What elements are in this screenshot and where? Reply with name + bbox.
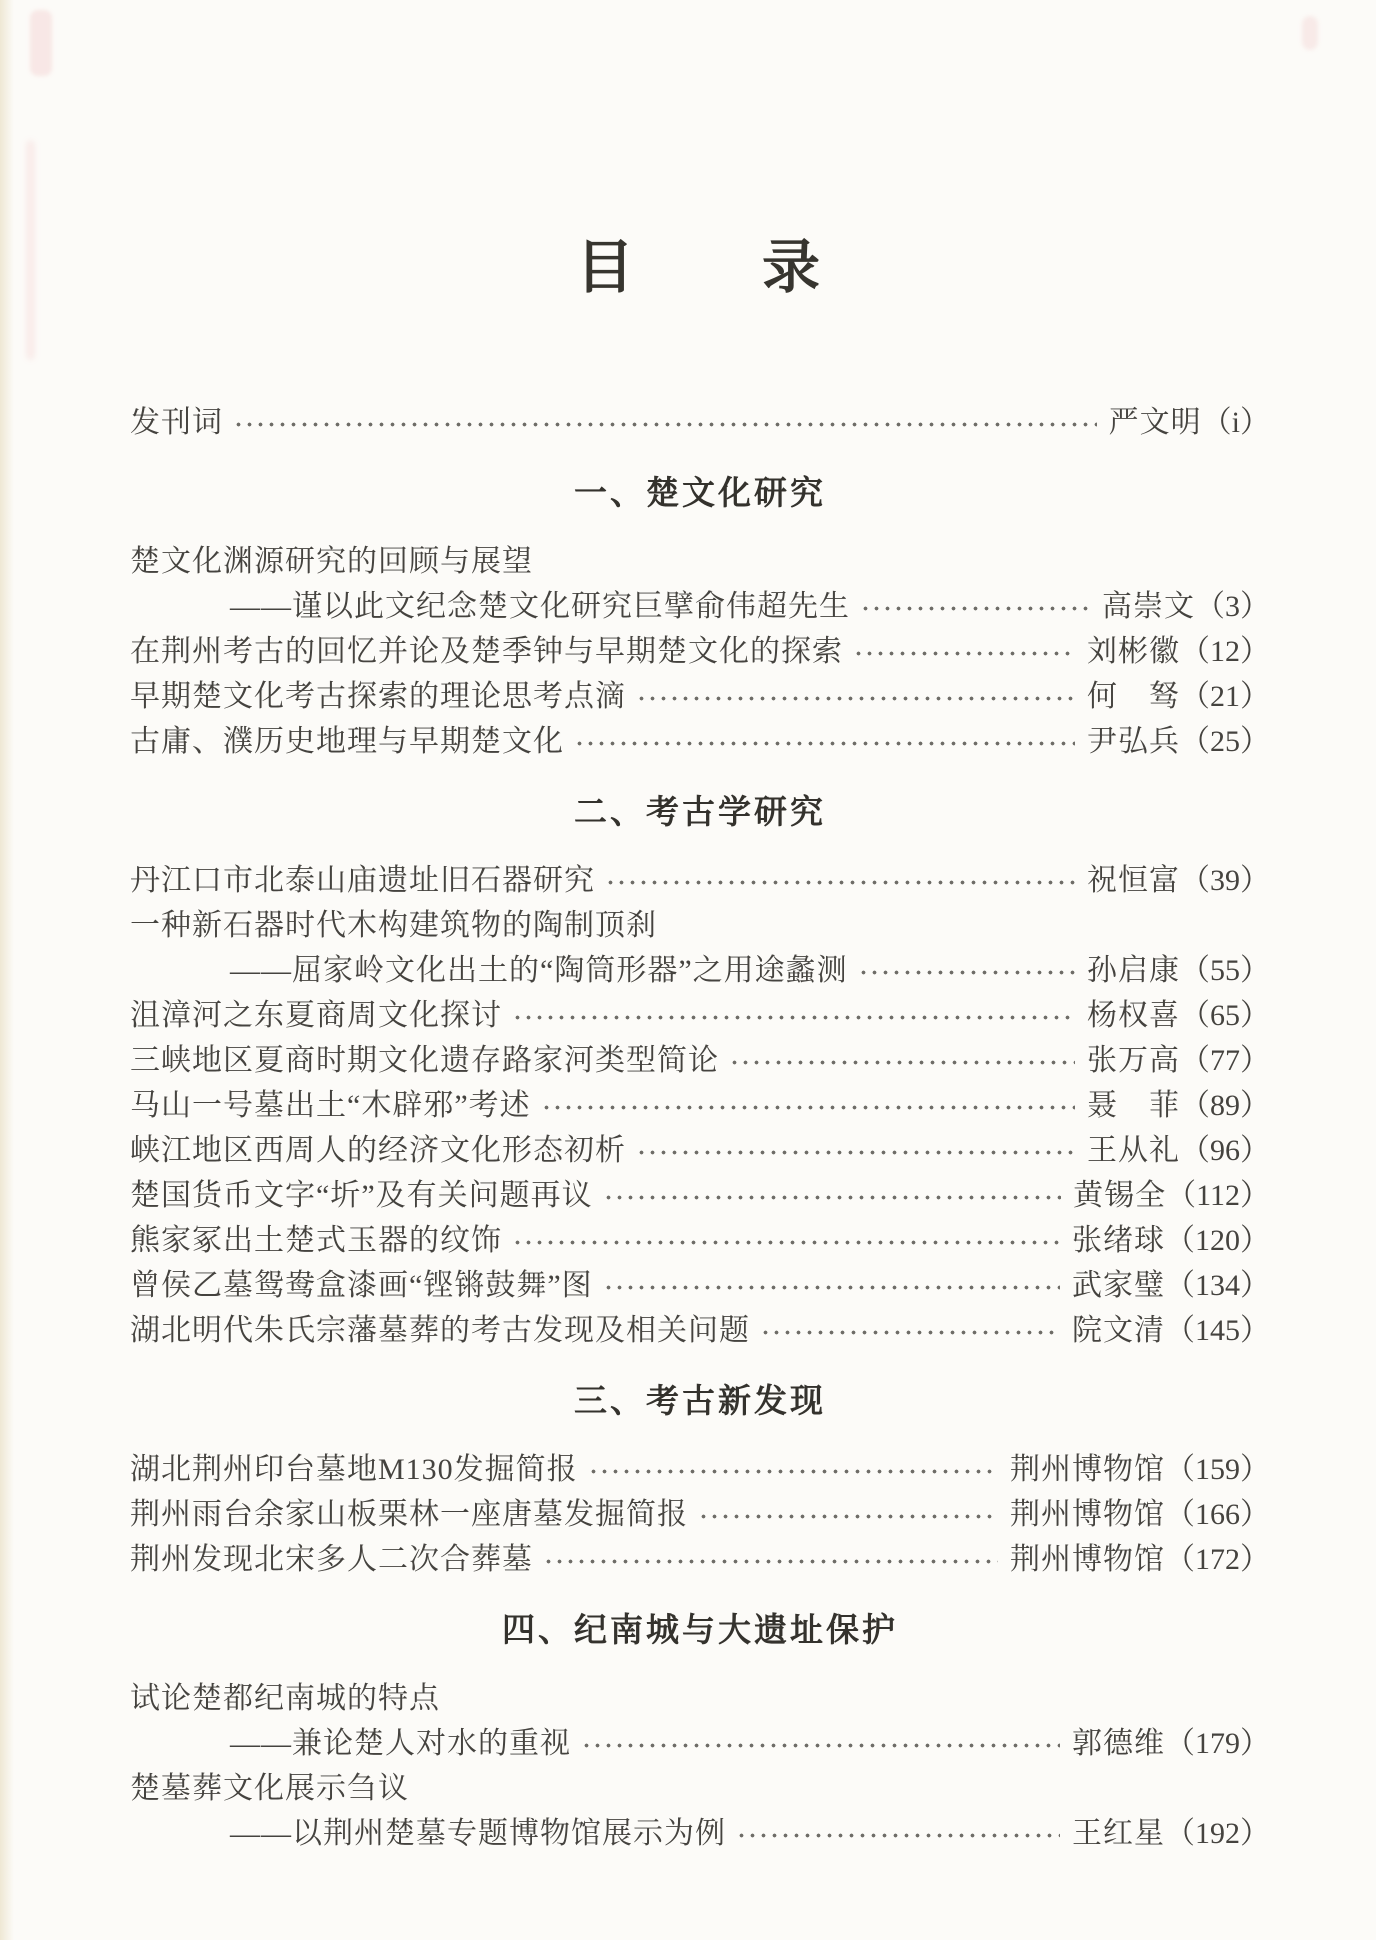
entry-title: 曾侯乙墓鸳鸯盒漆画“铿锵鼓舞”图 [130,1269,593,1302]
dot-leader [579,1721,1060,1766]
toc-entry-line [130,1128,1270,1173]
entry-title: 在荆州考古的回忆并论及楚季钟与早期楚文化的探索 [130,635,843,668]
entry-title: ——以荆州楚墓专题博物馆展示为例 [230,1817,726,1850]
toc-entry-line [130,1447,1270,1492]
dot-leader [634,1128,1075,1173]
entry-title: 早期楚文化考古探索的理论思考点滴 [130,680,626,713]
toc-entry [130,719,1270,764]
entry-title: 荆州雨台余家山板栗林一座唐墓发掘简报 [130,1498,688,1531]
toc-entry-line [130,539,1270,584]
toc-entry [130,1128,1270,1173]
toc-entry [130,1083,1270,1128]
toc-entry-line [130,1173,1270,1218]
toc-entry [130,903,1270,993]
entry-page: （39） [1180,864,1270,897]
toc-entry-line [130,1492,1270,1537]
toc-entry-line [130,1308,1270,1353]
entry-page: （3） [1195,590,1270,623]
entry-page: （96） [1180,1134,1270,1167]
toc-entry [130,1537,1270,1582]
toc-entry-line [130,993,1270,1038]
toc-entry-line [130,400,1270,445]
entry-author: 高崇文 [1102,590,1195,623]
dot-leader [856,948,1075,993]
toc-entry [130,539,1270,629]
dot-leader [734,1811,1060,1856]
dot-leader [231,400,1097,445]
entry-title: 湖北荆州印台墓地M130发掘简报 [130,1453,578,1486]
entry-title: 马山一号墓出土“木辟邪”考述 [130,1089,531,1122]
section-heading: 一、楚文化研究 [574,474,826,511]
toc-entry-line [130,1721,1270,1766]
entry-page: （65） [1180,999,1270,1032]
entry-author: 黄锡全 [1073,1179,1167,1212]
dot-leader [758,1308,1060,1353]
toc-entry [130,629,1270,674]
entry-author: 张万高 [1087,1044,1180,1077]
dot-leader [603,858,1075,903]
entry-author: 王从礼 [1087,1134,1180,1167]
entry-page: （179） [1165,1727,1270,1760]
dot-leader [541,1537,998,1582]
entry-title: 发刊词 [130,406,223,439]
toc-entry [130,1676,1270,1766]
section-heading: 四、纪南城与大遗址保护 [502,1611,898,1648]
entry-page: （159） [1165,1453,1270,1486]
entry-author: 尹弘兵 [1087,725,1180,758]
toc-entry-line [130,858,1270,903]
toc-entry [130,1492,1270,1537]
entry-page: （89） [1180,1089,1270,1122]
entry-page: （12） [1180,635,1270,668]
toc-entry-line [130,1676,1270,1721]
dot-leader [696,1492,998,1537]
entry-page: （120） [1165,1224,1270,1257]
dot-leader [510,993,1075,1038]
dot-leader [634,674,1075,719]
toc-entry-line [130,584,1270,629]
entry-author: 孙启康 [1087,954,1180,987]
dot-leader [727,1038,1075,1083]
toc-entry-line [130,674,1270,719]
entry-title: 湖北明代朱氏宗藩墓葬的考古发现及相关问题 [130,1314,750,1347]
entry-author: 荆州博物馆 [1010,1498,1165,1531]
entry-author: 张绪球 [1072,1224,1165,1257]
toc-entry-line [130,1766,1270,1811]
entry-page: （172） [1165,1543,1270,1576]
entry-page: （77） [1180,1044,1270,1077]
dot-leader [601,1173,1061,1218]
entry-title: ——谨以此文纪念楚文化研究巨擘俞伟超先生 [230,590,850,623]
entry-author: 杨权喜 [1087,999,1180,1032]
entry-title: 丹江口市北泰山庙遗址旧石器研究 [130,864,595,897]
entry-title: 峡江地区西周人的经济文化形态初析 [130,1134,626,1167]
dot-leader [572,719,1075,764]
toc-entry-line [130,903,1270,948]
toc-entry-line [130,1811,1270,1856]
entry-page: （192） [1165,1817,1270,1850]
entry-page: （i） [1201,406,1270,439]
toc-entry [130,674,1270,719]
entry-author: 聂 菲 [1087,1089,1180,1122]
entry-author: 何 驽 [1087,680,1180,713]
entry-title: 荆州发现北宋多人二次合葬墓 [130,1543,533,1576]
entry-title: 楚墓葬文化展示刍议 [130,1772,409,1805]
toc-entry [130,1308,1270,1353]
entry-page: （134） [1165,1269,1270,1302]
table-of-contents [130,400,1270,1856]
toc-entry-line [130,1083,1270,1128]
toc-entry [130,1447,1270,1492]
entry-title: 熊家冢出土楚式玉器的纹饰 [130,1224,502,1257]
toc-entry [130,1263,1270,1308]
toc-entry [130,1038,1270,1083]
toc-entry-line [130,1038,1270,1083]
dot-leader [510,1218,1060,1263]
entry-title: ——兼论楚人对水的重视 [230,1727,571,1760]
toc-entry-line [130,629,1270,674]
entry-author: 院文清 [1072,1314,1165,1347]
toc-entry-line [130,1263,1270,1308]
toc-entry [130,400,1270,445]
toc-entry [130,993,1270,1038]
entry-author: 严文明 [1108,406,1202,439]
entry-author: 武家璧 [1072,1269,1165,1302]
entry-title: 一种新石器时代木构建筑物的陶制顶刹 [130,909,657,942]
entry-title: 沮漳河之东夏商周文化探讨 [130,999,502,1032]
dot-leader [858,584,1090,629]
entry-page: （145） [1165,1314,1270,1347]
entry-page: （25） [1180,725,1270,758]
entry-page: （21） [1180,680,1270,713]
entry-title: 古庸、濮历史地理与早期楚文化 [130,725,564,758]
entry-author: 刘彬徽 [1087,635,1180,668]
dot-leader [851,629,1075,674]
entry-author: 祝恒富 [1087,864,1180,897]
entry-title: 楚文化渊源研究的回顾与展望 [130,545,533,578]
dot-leader [586,1447,998,1492]
page-title: 目 录 [575,235,824,300]
toc-entry [130,1218,1270,1263]
entry-title: 三峡地区夏商时期文化遗存路家河类型简论 [130,1044,719,1077]
toc-entry-line [130,1218,1270,1263]
toc-entry-line [130,948,1270,993]
dot-leader [539,1083,1075,1128]
entry-author: 郭德维 [1072,1727,1165,1760]
dot-leader [601,1263,1060,1308]
toc-entry [130,1766,1270,1856]
entry-title: 试论楚都纪南城的特点 [130,1682,440,1715]
entry-title: 楚国货币文字“圻”及有关问题再议 [130,1179,593,1212]
section-heading: 二、考古学研究 [574,793,826,830]
entry-author: 荆州博物馆 [1010,1543,1165,1576]
toc-entry [130,1173,1270,1218]
entry-author: 荆州博物馆 [1010,1453,1165,1486]
toc-entry-line [130,1537,1270,1582]
entry-title: ——屈家岭文化出土的“陶筒形器”之用途蠡测 [230,954,848,987]
toc-entry [130,858,1270,903]
entry-page: （112） [1166,1179,1270,1212]
toc-entry-line [130,719,1270,764]
entry-page: （166） [1165,1498,1270,1531]
entry-page: （55） [1180,954,1270,987]
entry-author: 王红星 [1072,1817,1165,1850]
section-heading: 三、考古新发现 [574,1382,826,1419]
